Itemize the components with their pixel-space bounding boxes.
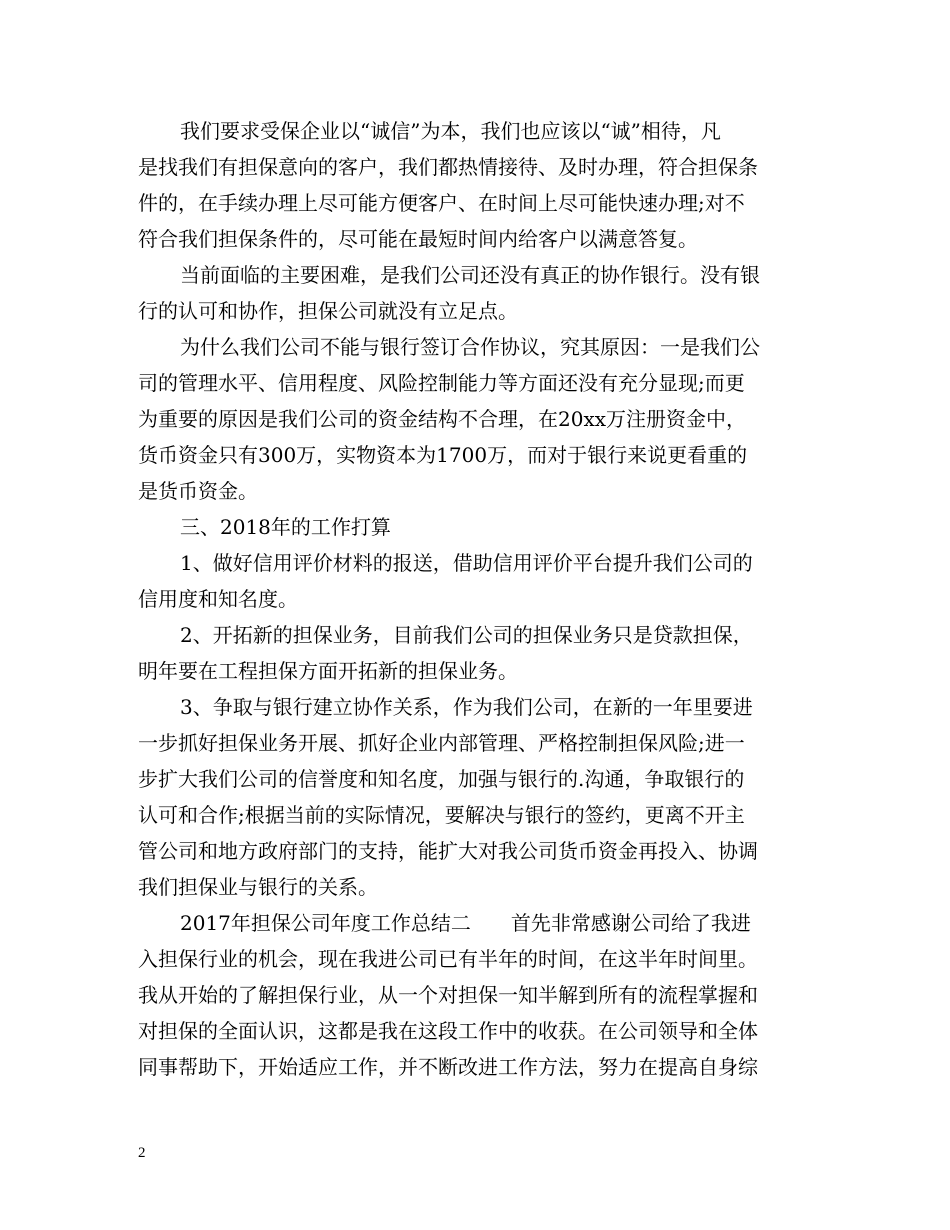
page-number: 2 xyxy=(138,1145,146,1161)
text-line: 我们要求受保企业以“诚信”为本，我们也应该以“诚”相待，凡 xyxy=(180,119,721,143)
text-line: 符合我们担保条件的，尽可能在最短时间内给客户以满意答复。 xyxy=(138,227,698,251)
text-line: 入担保行业的机会，现在我进公司已有半年的时间，在这半年时间里。 xyxy=(138,947,758,971)
text-line: 明年要在工程担保方面开拓新的担保业务。 xyxy=(138,659,518,683)
text-line: 信用度和知名度。 xyxy=(138,587,298,611)
text-line: 同事帮助下，开始适应工作，并不断改进工作方法，努力在提高自身综 xyxy=(138,1055,758,1079)
text-line: 是找我们有担保意向的客户，我们都热情接待、及时办理，符合担保条 xyxy=(138,155,758,179)
text-line: 为什么我们公司不能与银行签订合作协议，究其原因：一是我们公 xyxy=(180,335,760,359)
text-line: 我们担保业与银行的关系。 xyxy=(138,875,378,899)
text-line: 对担保的全面认识，这都是我在这段工作中的收获。在公司领导和全体 xyxy=(138,1019,758,1043)
section-heading: 三、2018年的工作打算 xyxy=(180,515,391,539)
text-line: 是货币资金。 xyxy=(138,479,258,503)
text-line: 我从开始的了解担保行业，从一个对担保一知半解到所有的流程掌握和 xyxy=(138,983,758,1007)
text-line: 司的管理水平、信用程度、风险控制能力等方面还没有充分显现;而更 xyxy=(138,371,745,395)
text-line: 件的，在手续办理上尽可能方便客户、在时间上尽可能快速办理;对不 xyxy=(138,191,745,215)
text-line: 2017年担保公司年度工作总结二 首先非常感谢公司给了我进 xyxy=(180,911,751,935)
text-line: 货币资金只有300万，实物资本为1700万，而对于银行来说更看重的 xyxy=(138,443,748,467)
text-line: 当前面临的主要困难，是我们公司还没有真正的协作银行。没有银 xyxy=(180,263,760,287)
text-line: 3、争取与银行建立协作关系，作为我们公司，在新的一年里要进 xyxy=(180,695,753,719)
text-line: 管公司和地方政府部门的支持，能扩大对我公司货币资金再投入、协调 xyxy=(138,839,758,863)
text-line: 为重要的原因是我们公司的资金结构不合理，在20xx万注册资金中， xyxy=(138,407,747,431)
text-line: 认可和合作;根据当前的实际情况，要解决与银行的签约，更离不开主 xyxy=(138,803,745,827)
text-line: 行的认可和协作，担保公司就没有立足点。 xyxy=(138,299,518,323)
text-line: 1、做好信用评价材料的报送，借助信用评价平台提升我们公司的 xyxy=(180,551,753,575)
text-line: 步扩大我们公司的信誉度和知名度，加强与银行的.沟通，争取银行的 xyxy=(138,767,745,791)
text-line: 一步抓好担保业务开展、抓好企业内部管理、严格控制担保风险;进一 xyxy=(138,731,745,755)
text-line: 2、开拓新的担保业务，目前我们公司的担保业务只是贷款担保， xyxy=(180,623,753,647)
